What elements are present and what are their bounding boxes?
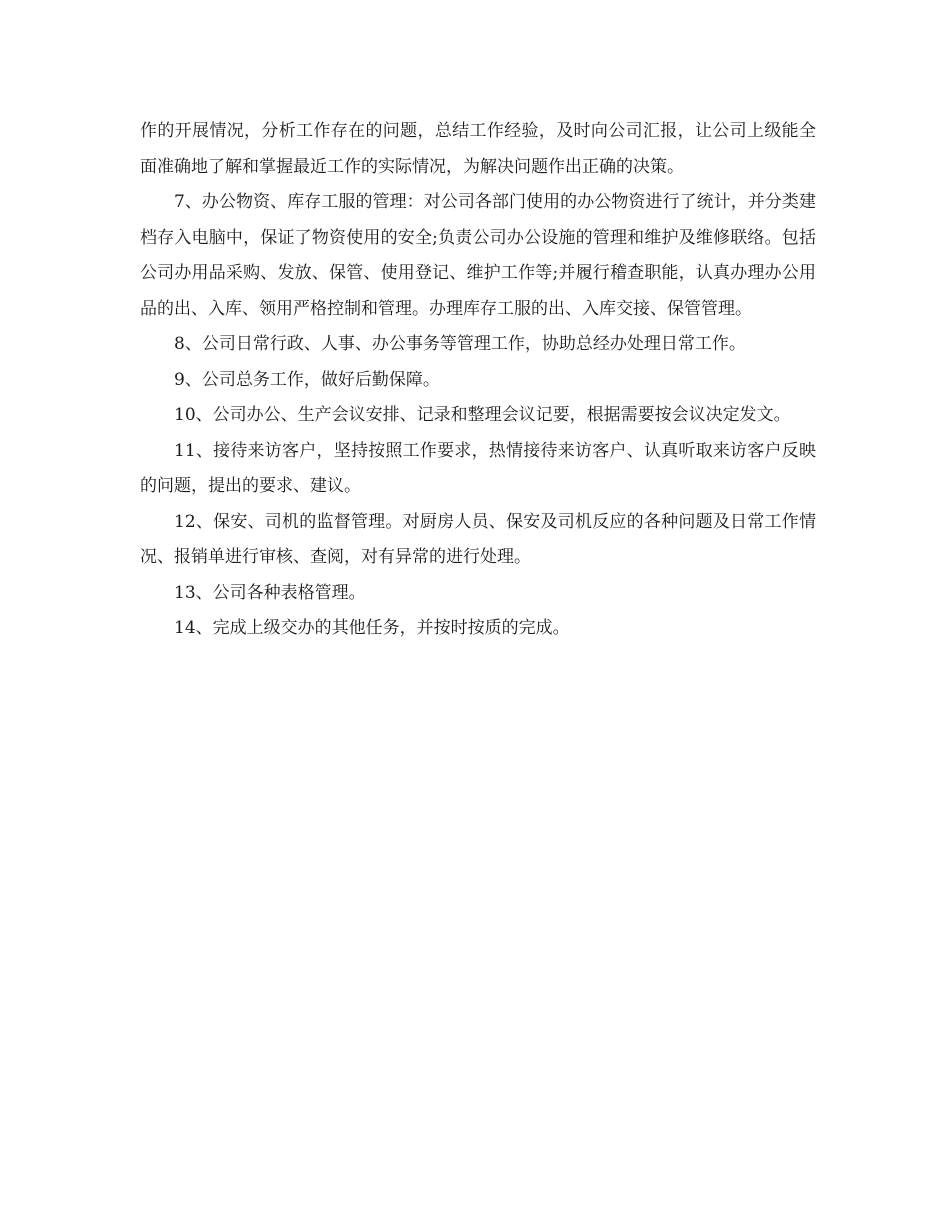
paragraph-continuation: 作的开展情况，分析工作存在的问题，总结工作经验，及时向公司汇报，让公司上级能全面准确地了解和掌握最近工作的实际情况，为解决问题作出正确的决策。 (140, 121, 816, 177)
document-body (140, 114, 816, 647)
paragraph-item-12: 12、保安、司机的监督管理。对厨房人员、保安及司机反应的各种问题及日常工作情况、报销单进行审核、查阅，对有异常的进行处理。 (140, 511, 816, 567)
paragraph-item-8: 8、公司日常行政、人事、办公事务等管理工作，协助总经办处理日常工作。 (174, 334, 746, 354)
paragraph-item-9: 9、公司总务工作，做好后勤保障。 (174, 369, 440, 390)
paragraph-item-10: 10、公司办公、生产会议安排、记录和整理会议记要，根据需要按会议决定发文。 (174, 405, 791, 425)
paragraph-item-7: 7、办公物资、库存工服的管理：对公司各部门使用的办公物资进行了统计，并分类建档存入电脑中，保证了物资使用的安全;负责公司办公设施的管理和维护及维修联络。包括公司办用品采购、发放、保管、使用登记、维护工作等;并履行稽查职能，认真办理办公用品的出、入库、领用严格控制和管理。办理库存工服的出、入库交接、保管管理。 (140, 192, 816, 319)
paragraph-item-14: 14、完成上级交办的其他任务，并按时按质的完成。 (174, 618, 570, 638)
paragraph-item-13: 13、公司各种表格管理。 (174, 582, 366, 603)
paragraph-item-11: 11、接待来访客户，坚持按照工作要求，热情接待来访客户、认真听取来访客户反映的问题，提出的要求、建议。 (140, 440, 816, 496)
